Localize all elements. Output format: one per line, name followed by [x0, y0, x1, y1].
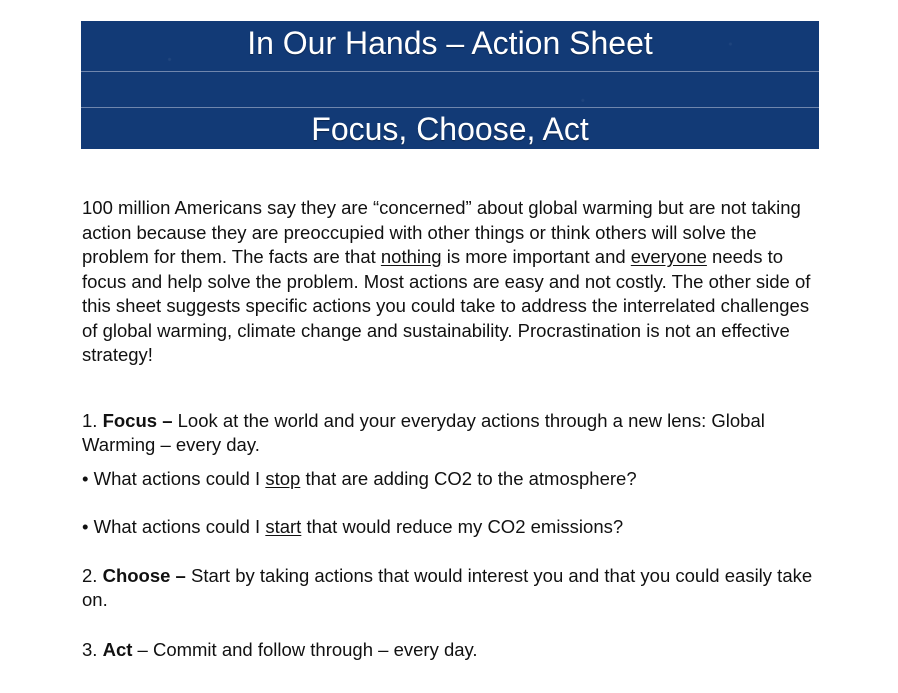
bullet-stop-underline: stop: [265, 467, 301, 489]
intro-underline-nothing: nothing: [380, 246, 442, 267]
document-body: [82, 196, 822, 662]
intro-paragraph: [82, 196, 822, 368]
bullet-start-before: • What actions could I: [82, 516, 266, 537]
intro-text-3: needs to focus and help solve the problem. Most actions are easy and not costly. The other side of this sheet suggests specific actions you could take to address the interrelated challenges of global warming, climate change and sustainability. Procrastination is not an effective strategy!: [82, 246, 811, 365]
step-act-number: 3.: [82, 638, 103, 660]
intro-underline-everyone: everyone: [630, 246, 707, 267]
banner-divider-bottom: [81, 107, 819, 108]
banner-divider-top: [81, 71, 819, 72]
step-focus: [82, 409, 822, 458]
step-act-text: – Commit and follow through – every day.: [132, 638, 478, 660]
step-act-label: Act: [102, 638, 133, 660]
intro-text-2: is more important and: [441, 246, 631, 267]
step-choose-label: Choose –: [102, 564, 186, 586]
bullet-stop-before: • What actions could I: [82, 467, 266, 489]
bullet-start-underline: start: [265, 516, 302, 537]
step-focus-number: 1.: [82, 409, 103, 431]
intro-text-1: 100 million Americans say they are “concerned” about global warming but are not taking action because they are preoccupied with other things or think others will solve the problem for them. The facts are that: [82, 197, 801, 267]
page-subtitle: Focus, Choose, Act: [311, 111, 589, 147]
step-focus-text: Look at the world and your everyday actions through a new lens: Global Warming – every day.: [82, 409, 765, 455]
step-choose: [82, 564, 822, 613]
bullet-stop-actions: [82, 467, 822, 492]
step-focus-label: Focus –: [102, 409, 173, 431]
bullet-start-after: that would reduce my CO2 emissions?: [301, 516, 624, 537]
bullet-stop-after: that are adding CO2 to the atmosphere?: [300, 467, 637, 489]
step-choose-text: Start by taking actions that would interest you and that you could easily take on.: [82, 564, 813, 610]
step-choose-number: 2.: [82, 564, 103, 586]
bullet-start-actions: [82, 515, 822, 540]
header-banner: [81, 21, 819, 149]
step-act: [82, 638, 822, 663]
page-title: In Our Hands – Action Sheet: [247, 25, 653, 61]
